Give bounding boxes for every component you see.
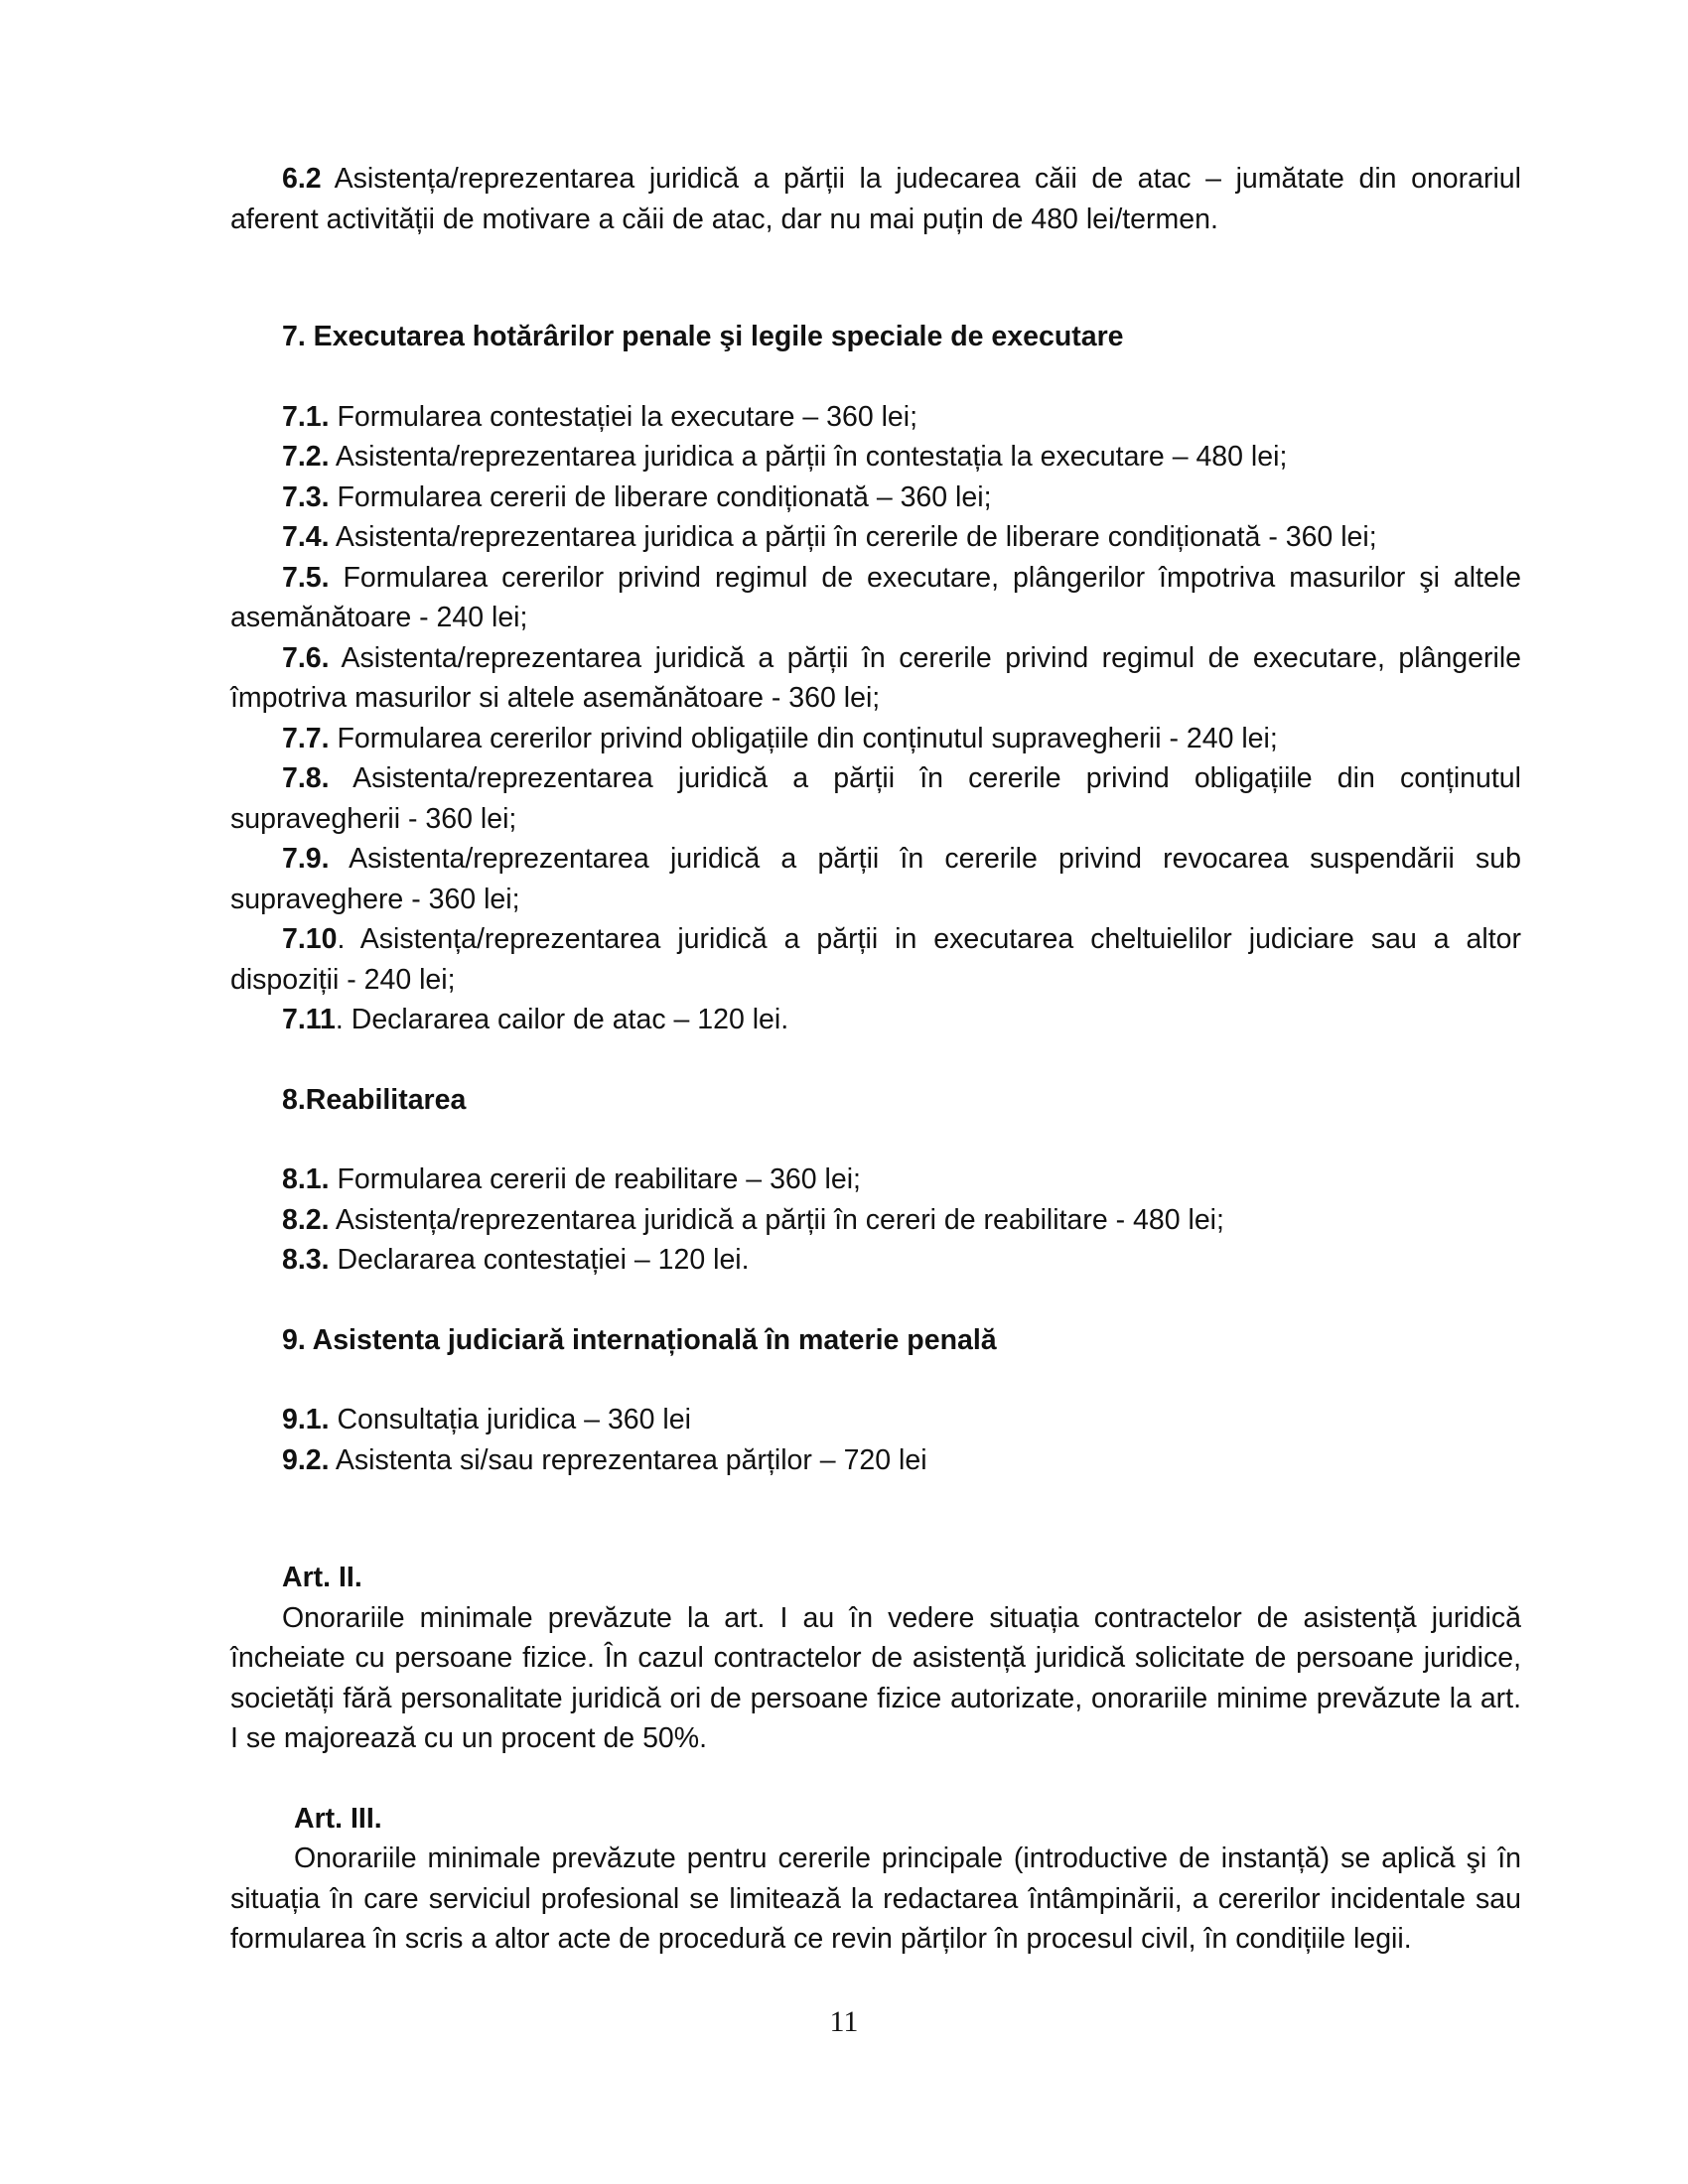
item-7-11 bbox=[230, 1000, 1521, 1040]
item-number: 9.2. bbox=[282, 1443, 330, 1476]
item-number: 7.2. bbox=[282, 441, 330, 473]
item-text: Declararea contestației – 120 lei. bbox=[329, 1244, 750, 1276]
item-7-1 bbox=[230, 397, 1521, 438]
item-text: Asistenta/reprezentarea juridica a părții în cererile de liberare condiționată - 360 lei; bbox=[329, 521, 1377, 553]
item-text: Asistenta/reprezentarea juridică a părții în cererile privind obligațiile din conținutul supravegherii - 360 lei; bbox=[230, 762, 1521, 835]
item-text: Formularea contestației la executare – 360 lei; bbox=[329, 400, 918, 433]
section-8-heading: 8.Reabilitarea bbox=[282, 1083, 467, 1116]
art-3-text: Onorariile minimale prevăzute pentru cererile principale (introductive de instanță) se aplică şi în situația în care serviciul profesional se limitează la redactarea întâmpinării, a cererilor incidentale sau formularea în scris a altor acte de procedură ce revin părților în procesul civil, în condițiile legii. bbox=[230, 1843, 1521, 1955]
item-text: . Asistența/reprezentarea juridică a părții in executarea cheltuielilor judiciare sau a altor dispoziții - 240 lei; bbox=[230, 923, 1521, 996]
item-text: Consultația juridica – 360 lei bbox=[329, 1404, 691, 1435]
item-7-5 bbox=[230, 558, 1521, 638]
item-7-10 bbox=[230, 919, 1521, 1000]
item-number: 7.10 bbox=[282, 923, 338, 955]
art-2-text: Onorariile minimale prevăzute la art. I au în vedere situația contractelor de asistență juridică încheiate cu persoane fizice. În cazul contractelor de asistență juridică solicitate de persoane juridice, societăți fără personalitate juridică ori de persoane fizice autorizate, onorariile minime prevăzute la art. I se majorează cu un procent de 50%. bbox=[230, 1601, 1521, 1754]
item-text: Asistenta/reprezentarea juridică a părții în cererile privind regimul de executare, plângerile împotriva masurilor si altele asemănătoare - 360 lei; bbox=[230, 641, 1521, 714]
item-text: . Declararea cailor de atac – 120 lei. bbox=[335, 1004, 789, 1035]
item-7-2 bbox=[230, 437, 1521, 478]
item-text: Formularea cererilor privind regimul de executare, plângerilor împotriva masurilor şi altele asemănătoare - 240 lei; bbox=[230, 561, 1521, 633]
item-text: Asistenta si/sau reprezentarea părților – 720 lei bbox=[329, 1443, 927, 1476]
section-9-heading: 9. Asistenta judiciară internațională în materie penală bbox=[282, 1323, 997, 1356]
item-number: 7.5. bbox=[282, 561, 330, 594]
item-number: 7.6. bbox=[282, 641, 330, 674]
document-page bbox=[230, 159, 1521, 1960]
page-number: 11 bbox=[829, 2005, 859, 2038]
item-8-1 bbox=[230, 1160, 1521, 1200]
item-number: 9.1. bbox=[282, 1404, 330, 1435]
item-7-4 bbox=[230, 517, 1521, 558]
item-9-2 bbox=[230, 1440, 1521, 1481]
section-7-heading: 7. Executarea hotărârilor penale şi legile speciale de executare bbox=[282, 321, 1124, 352]
item-8-2 bbox=[230, 1200, 1521, 1241]
item-9-1 bbox=[230, 1400, 1521, 1440]
art-2-title: Art. II. bbox=[282, 1562, 362, 1593]
item-7-6 bbox=[230, 638, 1521, 719]
item-7-9 bbox=[230, 839, 1521, 919]
item-text: Asistenta/reprezentarea juridică a părții în cererile privind revocarea suspendării sub supraveghere - 360 lei; bbox=[230, 843, 1521, 915]
item-number: 7.11 bbox=[282, 1004, 336, 1035]
item-number: 7.4. bbox=[282, 521, 330, 553]
item-text: Formularea cererii de liberare condiționată – 360 lei; bbox=[329, 480, 992, 513]
item-7-7 bbox=[230, 719, 1521, 759]
item-text: Asistenta/reprezentarea juridica a părții în contestația la executare – 480 lei; bbox=[329, 441, 1288, 473]
item-text: Formularea cererilor privind obligațiile din conținutul supravegherii - 240 lei; bbox=[329, 722, 1278, 754]
item-number: 7.1. bbox=[282, 400, 330, 433]
item-number: 6.2 bbox=[282, 163, 322, 195]
item-text: Formularea cererii de reabilitare – 360 lei; bbox=[329, 1163, 861, 1195]
item-number: 7.9. bbox=[282, 843, 330, 875]
item-number: 7.3. bbox=[282, 480, 330, 513]
item-number: 8.1. bbox=[282, 1163, 330, 1195]
item-7-3 bbox=[230, 478, 1521, 518]
item-text: Asistența/reprezentarea juridică a părții în cereri de reabilitare - 480 lei; bbox=[329, 1203, 1224, 1236]
item-number: 7.8. bbox=[282, 762, 330, 794]
item-text: Asistența/reprezentarea juridică a părții la judecarea căii de atac – jumătate din onorariul aferent activității de motivare a căii de atac, dar nu mai puțin de 480 lei/termen. bbox=[230, 163, 1521, 235]
item-7-8 bbox=[230, 758, 1521, 839]
item-number: 8.2. bbox=[282, 1203, 330, 1236]
item-8-3 bbox=[230, 1240, 1521, 1281]
item-number: 7.7. bbox=[282, 722, 330, 754]
item-number: 8.3. bbox=[282, 1244, 330, 1276]
art-3-title: Art. III. bbox=[294, 1802, 382, 1835]
item-6-2 bbox=[230, 159, 1521, 239]
